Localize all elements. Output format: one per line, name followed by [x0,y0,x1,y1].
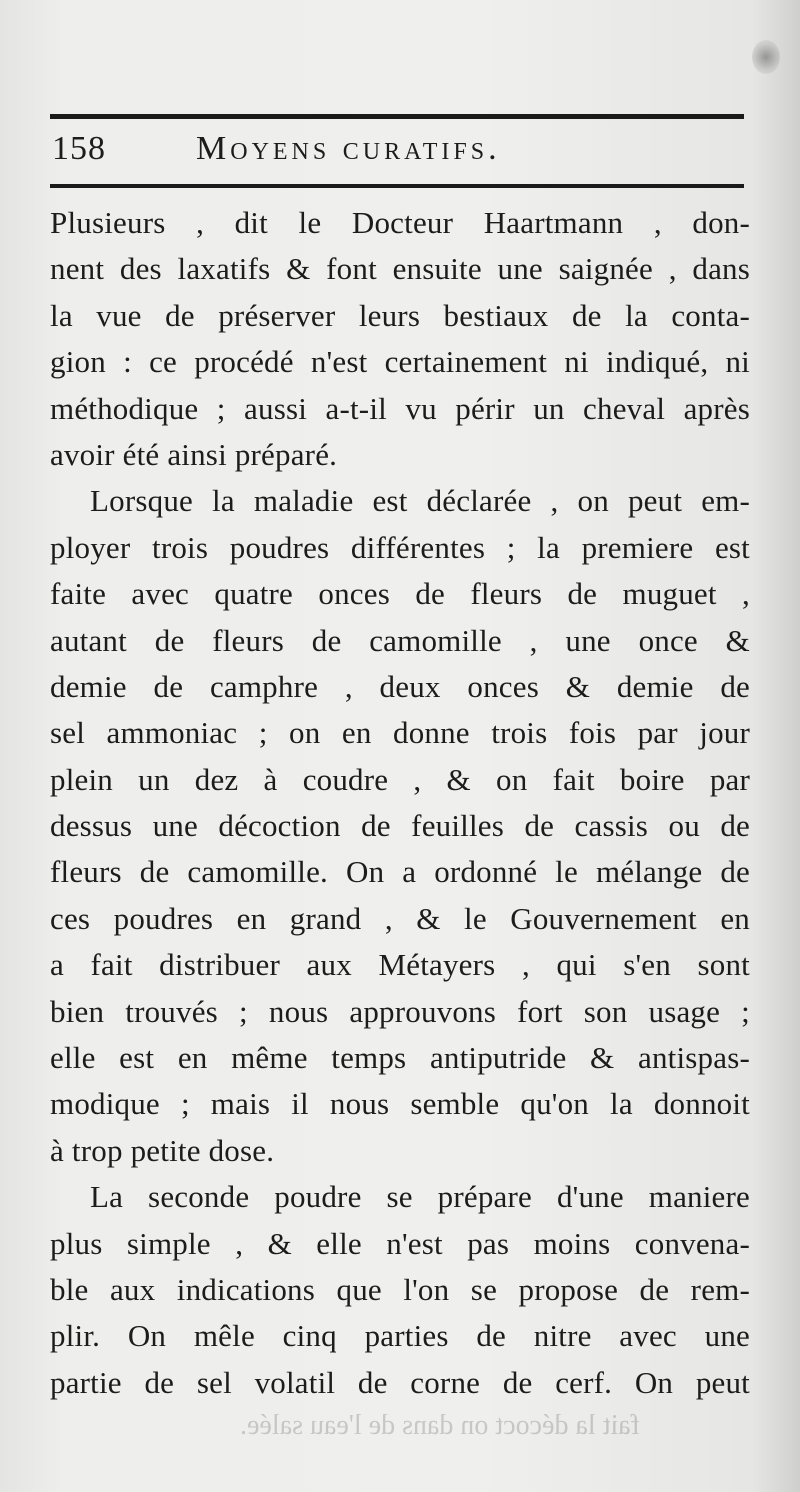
text-line: ble aux indications que l'on se propose de rem- [50,1271,750,1307]
text-line: elle est en même temps antiputride & antispas- [50,1040,750,1076]
text-line: ces poudres en grand , & le Gouvernement en [50,900,750,936]
text-line: fleurs de camomille. On a ordonné le mélange de [50,854,750,890]
text-line: autant de fleurs de camomille , une once & [50,622,750,658]
text-line: partie de sel volatil de corne de cerf. On peut [50,1364,750,1400]
text-line: dessus une décoction de feuilles de cassis ou de [50,808,750,844]
text-line: faite avec quatre onces de fleurs de muguet , [50,576,750,612]
page-number: 158 [52,130,106,167]
text-line: plir. On mêle cinq parties de nitre avec une [50,1318,750,1354]
text-line: ployer trois poudres différentes ; la premiere est [50,529,750,565]
text-line: la vue de préserver leurs bestiaux de la conta- [50,297,750,333]
text-line: a fait distribuer aux Métayers , qui s'en sont [50,947,750,983]
show-through-text: fait la décoct on dans de l'eau salée. [240,1410,640,1441]
text-line: gion : ce procédé n'est certainement ni indiqué, ni [50,344,750,380]
text-line: Lorsque la maladie est déclarée , on peut em- [90,483,750,519]
text-line: à trop petite dose. [50,1132,275,1168]
header-rule-bottom [50,184,744,188]
text-line: La seconde poudre se prépare d'une maniere [90,1179,750,1215]
running-head: Moyens curatifs. [196,130,501,167]
text-line: Plusieurs , dit le Docteur Haartmann , don- [50,205,750,240]
text-line: plus simple , & elle n'est pas moins convena- [50,1225,750,1261]
text-line: bien trouvés ; nous approuvons fort son usage ; [50,993,750,1029]
ink-smudge [752,40,780,74]
running-header [50,128,744,176]
text-line: demie de camphre , deux onces & demie de [50,668,750,704]
text-line: plein un dez à coudre , & on fait boire par [50,761,750,797]
text-line: méthodique ; aussi a-t-il vu périr un cheval après [50,390,750,426]
text-line: nent des laxatifs & font ensuite une saignée , dans [50,251,750,287]
text-line: sel ammoniac ; on en donne trois fois par jour [50,715,750,751]
body-text [50,200,750,1406]
text-line: modique ; mais il nous semble qu'on la donnoit [50,1086,750,1122]
header-rule-top [50,114,744,119]
text-line: avoir été ainsi préparé. [50,436,338,472]
